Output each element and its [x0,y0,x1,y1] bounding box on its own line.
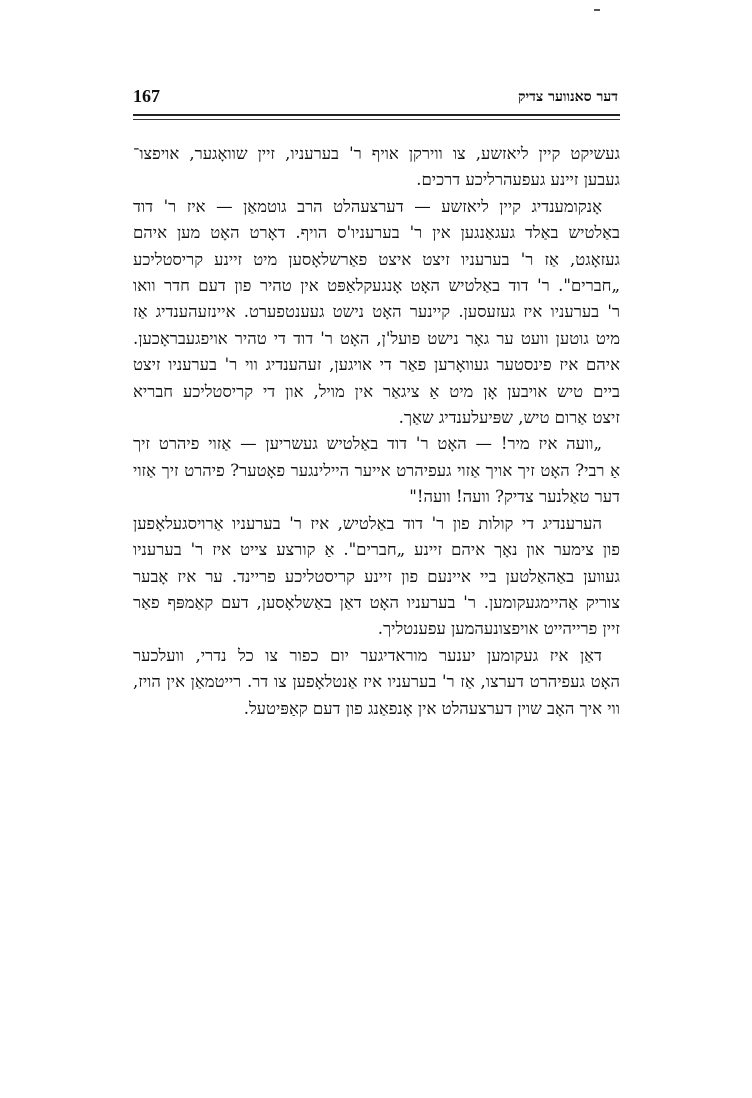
text-line: האָט געפיהרט דערצו, אַז ר' בערעניו איז אַנטלאָפען צו דר. רייטמאַן אין הויז, [133,672,620,692]
header-rule-thin [133,119,620,120]
text-line: פון צימער און נאָך איהם זיינע „חברים". אַ קורצע צייט איז ר' בערעניו [133,540,620,560]
text-line: צוריק אַהיימגעקומען. ר' בערעניו האָט דאַן באַשלאָסען, דעם קאַמפּף פאַר [133,592,620,612]
text-line: „חברים". ר' דוד באַלטיש האָט אָנגעקלאַפּט אין טהיר פון דעם חדר וואו [133,276,620,296]
text-line: באַלטיש באַלד געגאַנגען אין ר' בערעניו'ס הויף. דאָרט האָט מען איהם [133,223,620,243]
text-line: ווי איך האָב שוין דערצעהלט אין אָנפאַנג פון דעם קאַפּיטעל. [243,698,620,718]
text-line: דער טאַלנער צדיק? וועה! וועה!" [409,487,620,507]
text-line: געווען באַהאַלטען ביי איינעם פון זיינע קריסטליכע פריינד. ער איז אָבער [133,566,620,586]
text-line: איהם איז פינסטער געוואָרען פאַר די אויגען, זעהענדיג ווי ר' בערעניו זיצט [133,355,620,375]
body-text [133,141,620,722]
text-line: זיין פרייהייט אויפצונעהמען עפענטליך. [377,619,620,639]
text-line: ר' בערעניו איז געזעסען. קיינער האָט נישט געענטפערט. איינזעהענדיג אַז [133,302,620,322]
text-line: ביים טיש אויבען אָן מיט אַ ציגאַר אין מויל, און די קריסטליכע חבריא [133,381,620,401]
text-line: געזאָגט, אַז ר' בערעניו זיצט איצט פאַרשלאָסען מיט זיינע קריסטליכע [133,249,620,269]
text-line: זיצט אַרום טיש, שפּיעלענדיג שאַך. [398,408,620,428]
text-line: „וועה איז מיר! — האָט ר' דוד באַלטיש געשריען — אַזוי פיהרט זיך [133,434,602,454]
page-number: 167 [133,86,160,106]
header-rule-thick [133,114,620,116]
text-line: מיט גוטען וועט ער גאָר נישט פועל'ן, האָט ר' דוד די טהיר אויפגעבראָכען. [133,328,620,348]
text-line: אָנקומענדיג קיין ליאזשע — דערצעהלט הרב גוטמאַן — איז ר' דוד [133,196,602,216]
text-line: געשיקט קיין ליאזשע, צו ווירקן אויף ר' בערעניו, זיין שוואָגער, אויפצו־ [133,144,620,163]
scan-speck [594,9,600,11]
running-title: דער סאנווער צדיק [518,89,618,105]
text-line: דאַן איז געקומען יענער מוראדיגער יום כפור צו כל נדרי, וועלכער [133,645,602,665]
text-line: הערענדיג די קולות פון ר' דוד באַלטיש, איז ר' בערעניו אַרויסגעלאָפען [133,513,602,533]
text-line: געבען זיינע געפעהרליכע דרכים. [416,170,620,190]
text-line: אַ רבי? האָט זיך אויך אַזוי געפיהרט אייער היילינגער פאָטער? פיהרט זיך אַזוי [133,460,620,480]
